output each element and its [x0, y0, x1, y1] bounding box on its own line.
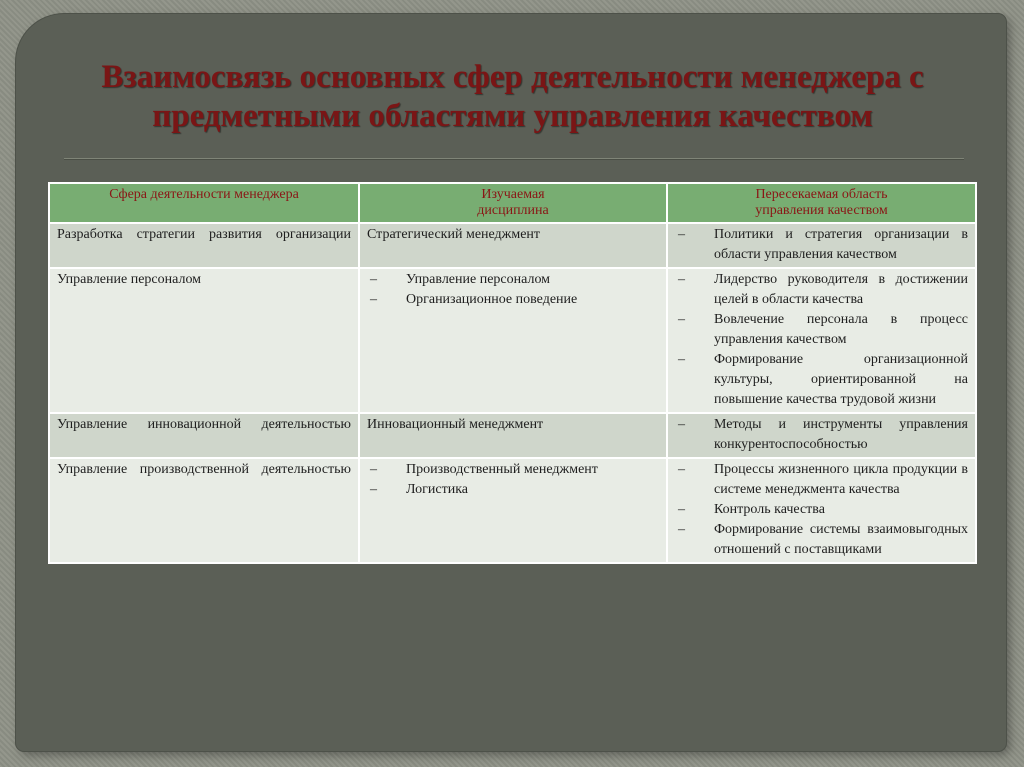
list-item: – Контроль качества	[675, 500, 968, 520]
cell-discipline	[359, 268, 667, 413]
list-item: – Формирование системы взаимовыгодных отношений с поставщиками	[675, 520, 968, 560]
header-discipline	[359, 183, 667, 223]
header-discipline-line2: дисциплина	[477, 203, 549, 218]
cell-sphere: Управление персоналом	[49, 268, 359, 413]
header-sphere: Сфера деятельности менеджера	[49, 183, 359, 223]
slide-title: Взаимосвязь основных сфер деятельности менеджера с предметными областями управления качеством	[101, 59, 924, 134]
list-item: – Логистика	[367, 480, 659, 500]
header-discipline-line1: Изучаемая	[481, 187, 545, 202]
list-item: – Управление персоналом	[367, 270, 659, 290]
cell-quality-area	[667, 413, 976, 458]
cell-quality-area	[667, 223, 976, 268]
table-row	[49, 458, 976, 563]
list-item: – Политики и стратегия организации в области управления качеством	[675, 225, 968, 265]
table-row	[49, 268, 976, 413]
cell-sphere: Разработка стратегии развития организации	[49, 223, 359, 268]
list-item: – Лидерство руководителя в достижении целей в области качества	[675, 270, 968, 310]
table-row	[49, 223, 976, 268]
header-row	[49, 183, 976, 223]
cell-discipline	[359, 458, 667, 563]
cell-discipline: Инновационный менеджмент	[359, 413, 667, 458]
cell-quality-area	[667, 268, 976, 413]
header-area-line2: управления качеством	[755, 203, 888, 218]
cell-sphere: Управление производственной деятельностью	[49, 458, 359, 563]
cell-discipline: Стратегический менеджмент	[359, 223, 667, 268]
list-item: – Процессы жизненного цикла продукции в системе менеджмента качества	[675, 460, 968, 500]
title-divider	[64, 158, 964, 160]
header-quality-area	[667, 183, 976, 223]
cell-sphere: Управление инновационной деятельностью	[49, 413, 359, 458]
list-item: – Формирование организационной культуры, ориентированной на повышение качества трудовой жизни	[675, 350, 968, 410]
list-item: – Методы и инструменты управления конкурентоспособностью	[675, 415, 968, 455]
relationship-table	[48, 182, 977, 564]
cell-quality-area	[667, 458, 976, 563]
table-row	[49, 413, 976, 458]
list-item: – Производственный менеджмент	[367, 460, 659, 480]
list-item: – Организационное поведение	[367, 290, 659, 310]
list-item: – Вовлечение персонала в процесс управления качеством	[675, 310, 968, 350]
header-area-line1: Пересекаемая область	[755, 187, 888, 202]
